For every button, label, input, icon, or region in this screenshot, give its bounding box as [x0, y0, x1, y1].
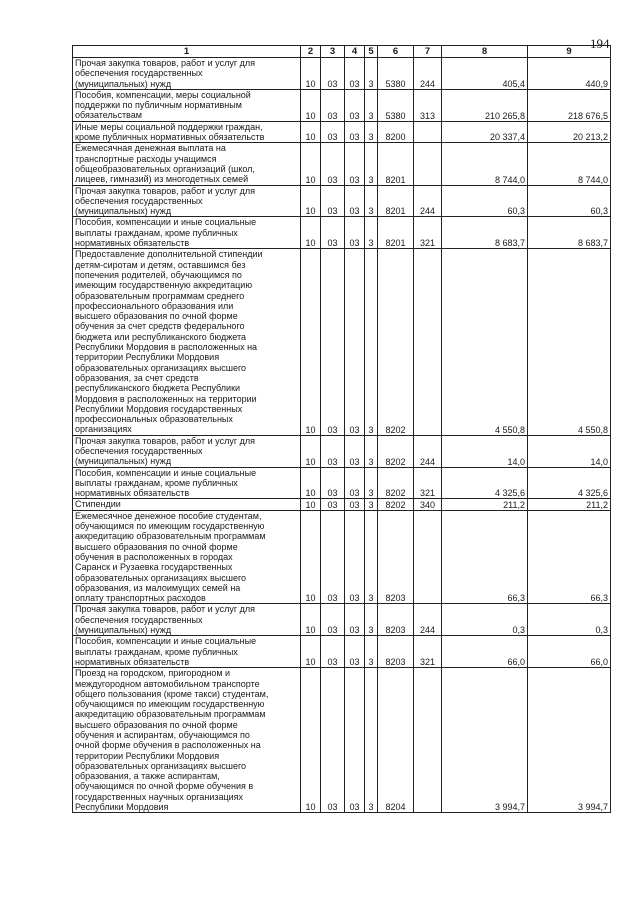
code-cell-c5: 3	[365, 89, 378, 121]
table-row	[73, 467, 611, 499]
amount-cell-col8: 60,3	[442, 185, 528, 217]
code-cell-c6: 8200	[378, 121, 414, 143]
code-cell-c4: 03	[345, 217, 365, 249]
code-cell-c6: 8203	[378, 510, 414, 604]
row-name: Иные меры социальной поддержки граждан, кроме публичных нормативных обязательств	[73, 121, 301, 143]
amount-cell-col8: 66,0	[442, 636, 528, 668]
amount-cell-col9: 0,3	[528, 604, 611, 636]
page-number: 194	[590, 36, 610, 51]
code-cell-c5: 3	[365, 249, 378, 435]
code-cell-c3: 03	[321, 604, 345, 636]
code-cell-c2: 10	[301, 249, 321, 435]
header-cell: 3	[321, 46, 345, 58]
code-cell-c7: 313	[414, 89, 442, 121]
code-cell-c2: 10	[301, 185, 321, 217]
code-cell-c3: 03	[321, 58, 345, 90]
row-name: Прочая закупка товаров, работ и услуг для обеспечения государственных (муниципальных) нужд	[73, 185, 301, 217]
code-cell-c6: 8202	[378, 249, 414, 435]
amount-cell-col9: 211,2	[528, 499, 611, 510]
code-cell-c6: 8203	[378, 636, 414, 668]
amount-cell-col8: 3 994,7	[442, 668, 528, 813]
row-name: Прочая закупка товаров, работ и услуг для обеспечения государственных (муниципальных) нужд	[73, 435, 301, 467]
amount-cell-col9: 60,3	[528, 185, 611, 217]
code-cell-c3: 03	[321, 249, 345, 435]
code-cell-c4: 03	[345, 668, 365, 813]
code-cell-c4: 03	[345, 58, 365, 90]
header-cell: 7	[414, 46, 442, 58]
code-cell-c5: 3	[365, 467, 378, 499]
amount-cell-col8: 0,3	[442, 604, 528, 636]
budget-table	[72, 45, 611, 813]
header-cell: 4	[345, 46, 365, 58]
amount-cell-col8: 8 683,7	[442, 217, 528, 249]
code-cell-c6: 8201	[378, 143, 414, 185]
code-cell-c7: 244	[414, 185, 442, 217]
table-row	[73, 636, 611, 668]
code-cell-c3: 03	[321, 143, 345, 185]
code-cell-c4: 03	[345, 143, 365, 185]
code-cell-c7	[414, 121, 442, 143]
code-cell-c7	[414, 668, 442, 813]
row-name: Ежемесячное денежное пособие студентам, обучающимся по имеющим государственную аккредитацию образовательным программам высшего образования по очной форме обучения в расположенных в городах Саранск и Рузаевка государственных образовательных организациях высшего образования, из малоимущих семей на оплату транспортных расходов	[73, 510, 301, 604]
code-cell-c2: 10	[301, 668, 321, 813]
code-cell-c4: 03	[345, 185, 365, 217]
amount-cell-col9: 66,0	[528, 636, 611, 668]
amount-cell-col8: 66,3	[442, 510, 528, 604]
code-cell-c7: 321	[414, 636, 442, 668]
header-cell: 5	[365, 46, 378, 58]
amount-cell-col9: 66,3	[528, 510, 611, 604]
code-cell-c2: 10	[301, 89, 321, 121]
amount-cell-col8: 405,4	[442, 58, 528, 90]
code-cell-c5: 3	[365, 121, 378, 143]
code-cell-c4: 03	[345, 499, 365, 510]
amount-cell-col8: 8 744,0	[442, 143, 528, 185]
code-cell-c3: 03	[321, 435, 345, 467]
code-cell-c3: 03	[321, 510, 345, 604]
code-cell-c2: 10	[301, 121, 321, 143]
code-cell-c6: 5380	[378, 89, 414, 121]
code-cell-c6: 8202	[378, 435, 414, 467]
row-name: Пособия, компенсации и иные социальные выплаты гражданам, кроме публичных нормативных обязательств	[73, 636, 301, 668]
table-row	[73, 121, 611, 143]
table-row	[73, 185, 611, 217]
code-cell-c3: 03	[321, 185, 345, 217]
code-cell-c5: 3	[365, 604, 378, 636]
code-cell-c3: 03	[321, 467, 345, 499]
code-cell-c5: 3	[365, 185, 378, 217]
amount-cell-col9: 20 213,2	[528, 121, 611, 143]
code-cell-c5: 3	[365, 510, 378, 604]
code-cell-c5: 3	[365, 143, 378, 185]
amount-cell-col8: 14,0	[442, 435, 528, 467]
code-cell-c6: 5380	[378, 58, 414, 90]
amount-cell-col8: 4 325,6	[442, 467, 528, 499]
row-name: Пособия, компенсации, меры социальной поддержки по публичным нормативным обязательствам	[73, 89, 301, 121]
code-cell-c2: 10	[301, 636, 321, 668]
code-cell-c7	[414, 143, 442, 185]
header-cell: 2	[301, 46, 321, 58]
code-cell-c6: 8202	[378, 467, 414, 499]
table-header-row	[73, 46, 611, 58]
table-row	[73, 499, 611, 510]
amount-cell-col9: 4 325,6	[528, 467, 611, 499]
table-row	[73, 668, 611, 813]
header-cell: 6	[378, 46, 414, 58]
table-row	[73, 217, 611, 249]
code-cell-c4: 03	[345, 636, 365, 668]
code-cell-c6: 8201	[378, 185, 414, 217]
header-cell: 9	[528, 46, 611, 58]
row-name: Прочая закупка товаров, работ и услуг для обеспечения государственных (муниципальных) нужд	[73, 58, 301, 90]
code-cell-c4: 03	[345, 435, 365, 467]
amount-cell-col9: 440,9	[528, 58, 611, 90]
amount-cell-col9: 218 676,5	[528, 89, 611, 121]
table-row	[73, 510, 611, 604]
amount-cell-col9: 3 994,7	[528, 668, 611, 813]
code-cell-c7: 244	[414, 435, 442, 467]
code-cell-c6: 8202	[378, 499, 414, 510]
table-row	[73, 143, 611, 185]
code-cell-c7: 244	[414, 604, 442, 636]
amount-cell-col8: 20 337,4	[442, 121, 528, 143]
code-cell-c2: 10	[301, 58, 321, 90]
table-row	[73, 249, 611, 435]
code-cell-c5: 3	[365, 636, 378, 668]
code-cell-c2: 10	[301, 217, 321, 249]
code-cell-c5: 3	[365, 499, 378, 510]
code-cell-c7	[414, 249, 442, 435]
code-cell-c3: 03	[321, 499, 345, 510]
row-name: Пособия, компенсации и иные социальные выплаты гражданам, кроме публичных нормативных обязательств	[73, 467, 301, 499]
code-cell-c2: 10	[301, 467, 321, 499]
code-cell-c7	[414, 510, 442, 604]
code-cell-c6: 8201	[378, 217, 414, 249]
code-cell-c7: 340	[414, 499, 442, 510]
code-cell-c4: 03	[345, 604, 365, 636]
amount-cell-col9: 14,0	[528, 435, 611, 467]
code-cell-c4: 03	[345, 121, 365, 143]
amount-cell-col8: 211,2	[442, 499, 528, 510]
code-cell-c3: 03	[321, 636, 345, 668]
code-cell-c2: 10	[301, 435, 321, 467]
table-row	[73, 435, 611, 467]
amount-cell-col8: 4 550,8	[442, 249, 528, 435]
code-cell-c3: 03	[321, 668, 345, 813]
code-cell-c7: 321	[414, 467, 442, 499]
code-cell-c5: 3	[365, 217, 378, 249]
code-cell-c6: 8203	[378, 604, 414, 636]
table-row	[73, 89, 611, 121]
row-name: Пособия, компенсации и иные социальные выплаты гражданам, кроме публичных нормативных обязательств	[73, 217, 301, 249]
code-cell-c4: 03	[345, 510, 365, 604]
code-cell-c7: 321	[414, 217, 442, 249]
row-name: Ежемесячная денежная выплата на транспортные расходы учащимся общеобразовательных организаций (школ, лицеев, гимназий) из многодетных семей	[73, 143, 301, 185]
amount-cell-col9: 4 550,8	[528, 249, 611, 435]
row-name: Проезд на городском, пригородном и междугородном автомобильном транспорте общего пользования (кроме такси) студентам, обучающимся по имеющим государственную аккредитацию образовательным программам высшего образования по очной форме обучения и аспирантам, обучающимся по очной форме обучения в расположенных на территории Республики Мордовия образовательных организациях высшего образования, а также аспирантам, обучающимся по очной форме обучения в государственных научных организациях Республики Мордовия	[73, 668, 301, 813]
table-row	[73, 604, 611, 636]
code-cell-c3: 03	[321, 121, 345, 143]
code-cell-c4: 03	[345, 249, 365, 435]
amount-cell-col9: 8 744,0	[528, 143, 611, 185]
amount-cell-col9: 8 683,7	[528, 217, 611, 249]
code-cell-c2: 10	[301, 143, 321, 185]
code-cell-c3: 03	[321, 217, 345, 249]
table-row	[73, 58, 611, 90]
header-cell: 8	[442, 46, 528, 58]
row-name: Прочая закупка товаров, работ и услуг для обеспечения государственных (муниципальных) нужд	[73, 604, 301, 636]
code-cell-c2: 10	[301, 604, 321, 636]
code-cell-c6: 8204	[378, 668, 414, 813]
code-cell-c5: 3	[365, 435, 378, 467]
code-cell-c4: 03	[345, 467, 365, 499]
code-cell-c2: 10	[301, 510, 321, 604]
code-cell-c4: 03	[345, 89, 365, 121]
code-cell-c7: 244	[414, 58, 442, 90]
header-cell: 1	[73, 46, 301, 58]
code-cell-c3: 03	[321, 89, 345, 121]
row-name: Предоставление дополнительной стипендии детям-сиротам и детям, оставшимся без попечения родителей, обучающимся по имеющим государственную аккредитацию образовательным программам среднего профессионального образования или высшего образования по очной форме обучения за счет средств федерального бюджета или республиканского бюджета Республики Мордовия в расположенных на территории Республики Мордовия образовательных организациях высшего образования, за счет средств республиканского бюджета Республики Мордовия в расположенных на территории Республики Мордовия государственных профессиональных образовательных организациях	[73, 249, 301, 435]
code-cell-c5: 3	[365, 668, 378, 813]
amount-cell-col8: 210 265,8	[442, 89, 528, 121]
code-cell-c5: 3	[365, 58, 378, 90]
code-cell-c2: 10	[301, 499, 321, 510]
row-name: Стипендии	[73, 499, 301, 510]
